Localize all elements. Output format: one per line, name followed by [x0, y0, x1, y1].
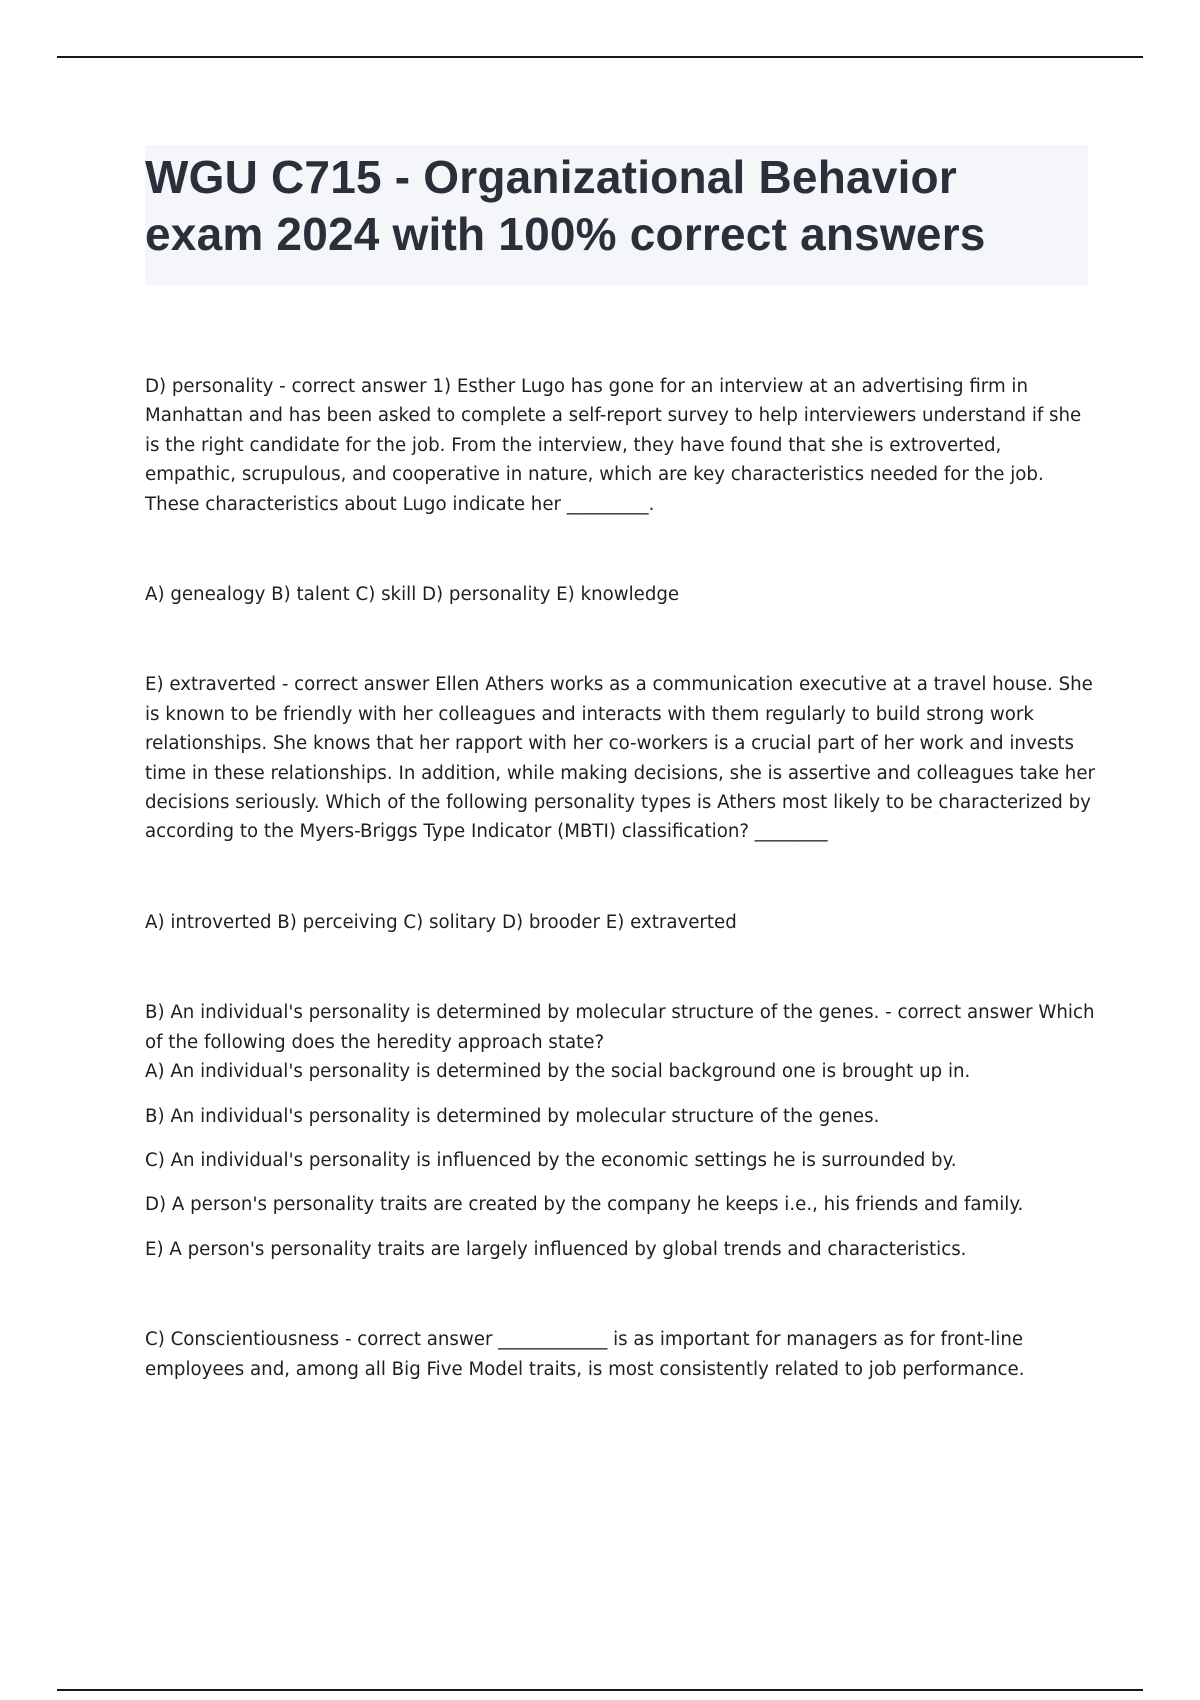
title-line-2: exam 2024 with 100% correct answers — [145, 208, 986, 260]
option-item: C) An individual's personality is influenced by the economic settings he is surrounded by. — [145, 1149, 957, 1171]
top-rule — [57, 56, 1143, 58]
question-3-options — [145, 1057, 1095, 1264]
question-4: C) Conscientiousness - correct answer ____________ is as important for managers as for front-line employees and, among all Big Five Model traits, is most consistently related to job performance. — [145, 1329, 1025, 1380]
bottom-rule — [57, 1689, 1143, 1691]
question-2: E) extraverted - correct answer Ellen Athers works as a communication executive at a travel house. She is known to be friendly with her colleagues and interacts with them regularly to build strong work relationships. She knows that her rapport with her co-workers is a crucial part of her work and invests time in these relationships. In addition, while making decisions, she is assertive and colleagues take her decisions seriously. Which of the following personality types is Athers most likely to be characterized by according to the Myers-Briggs Type Indicator (MBTI) classification? ________ — [145, 674, 1095, 843]
title-line-1: WGU C715 - Organizational Behavior — [145, 151, 957, 203]
question-1: D) personality - correct answer 1) Esther Lugo has gone for an interview at an advertising firm in Manhattan and has been asked to complete a self-report survey to help interviewers understand if she is the right candidate for the job. From the interview, they have found that she is extroverted, empathic, scrupulous, and cooperative in nature, which are key characteristics needed for the job. These characteristics about Lugo indicate her _________. — [145, 376, 1082, 515]
title-block — [145, 145, 1088, 285]
question-content — [145, 372, 1095, 1384]
question-1-options: A) genealogy B) talent C) skill D) personality E) knowledge — [145, 584, 680, 606]
question-3: B) An individual's personality is determined by molecular structure of the genes. - correct answer Which of the following does the heredity approach state? — [145, 1002, 1095, 1053]
option-item: D) A person's personality traits are created by the company he keeps i.e., his friends and family. — [145, 1194, 1024, 1216]
option-item: A) An individual's personality is determined by the social background one is brought up in. — [145, 1061, 971, 1083]
document-title — [145, 145, 1088, 263]
option-item: E) A person's personality traits are largely influenced by global trends and characteristics. — [145, 1238, 967, 1260]
option-item: B) An individual's personality is determined by molecular structure of the genes. — [145, 1105, 880, 1127]
question-2-options: A) introverted B) perceiving C) solitary D) brooder E) extraverted — [145, 911, 737, 933]
